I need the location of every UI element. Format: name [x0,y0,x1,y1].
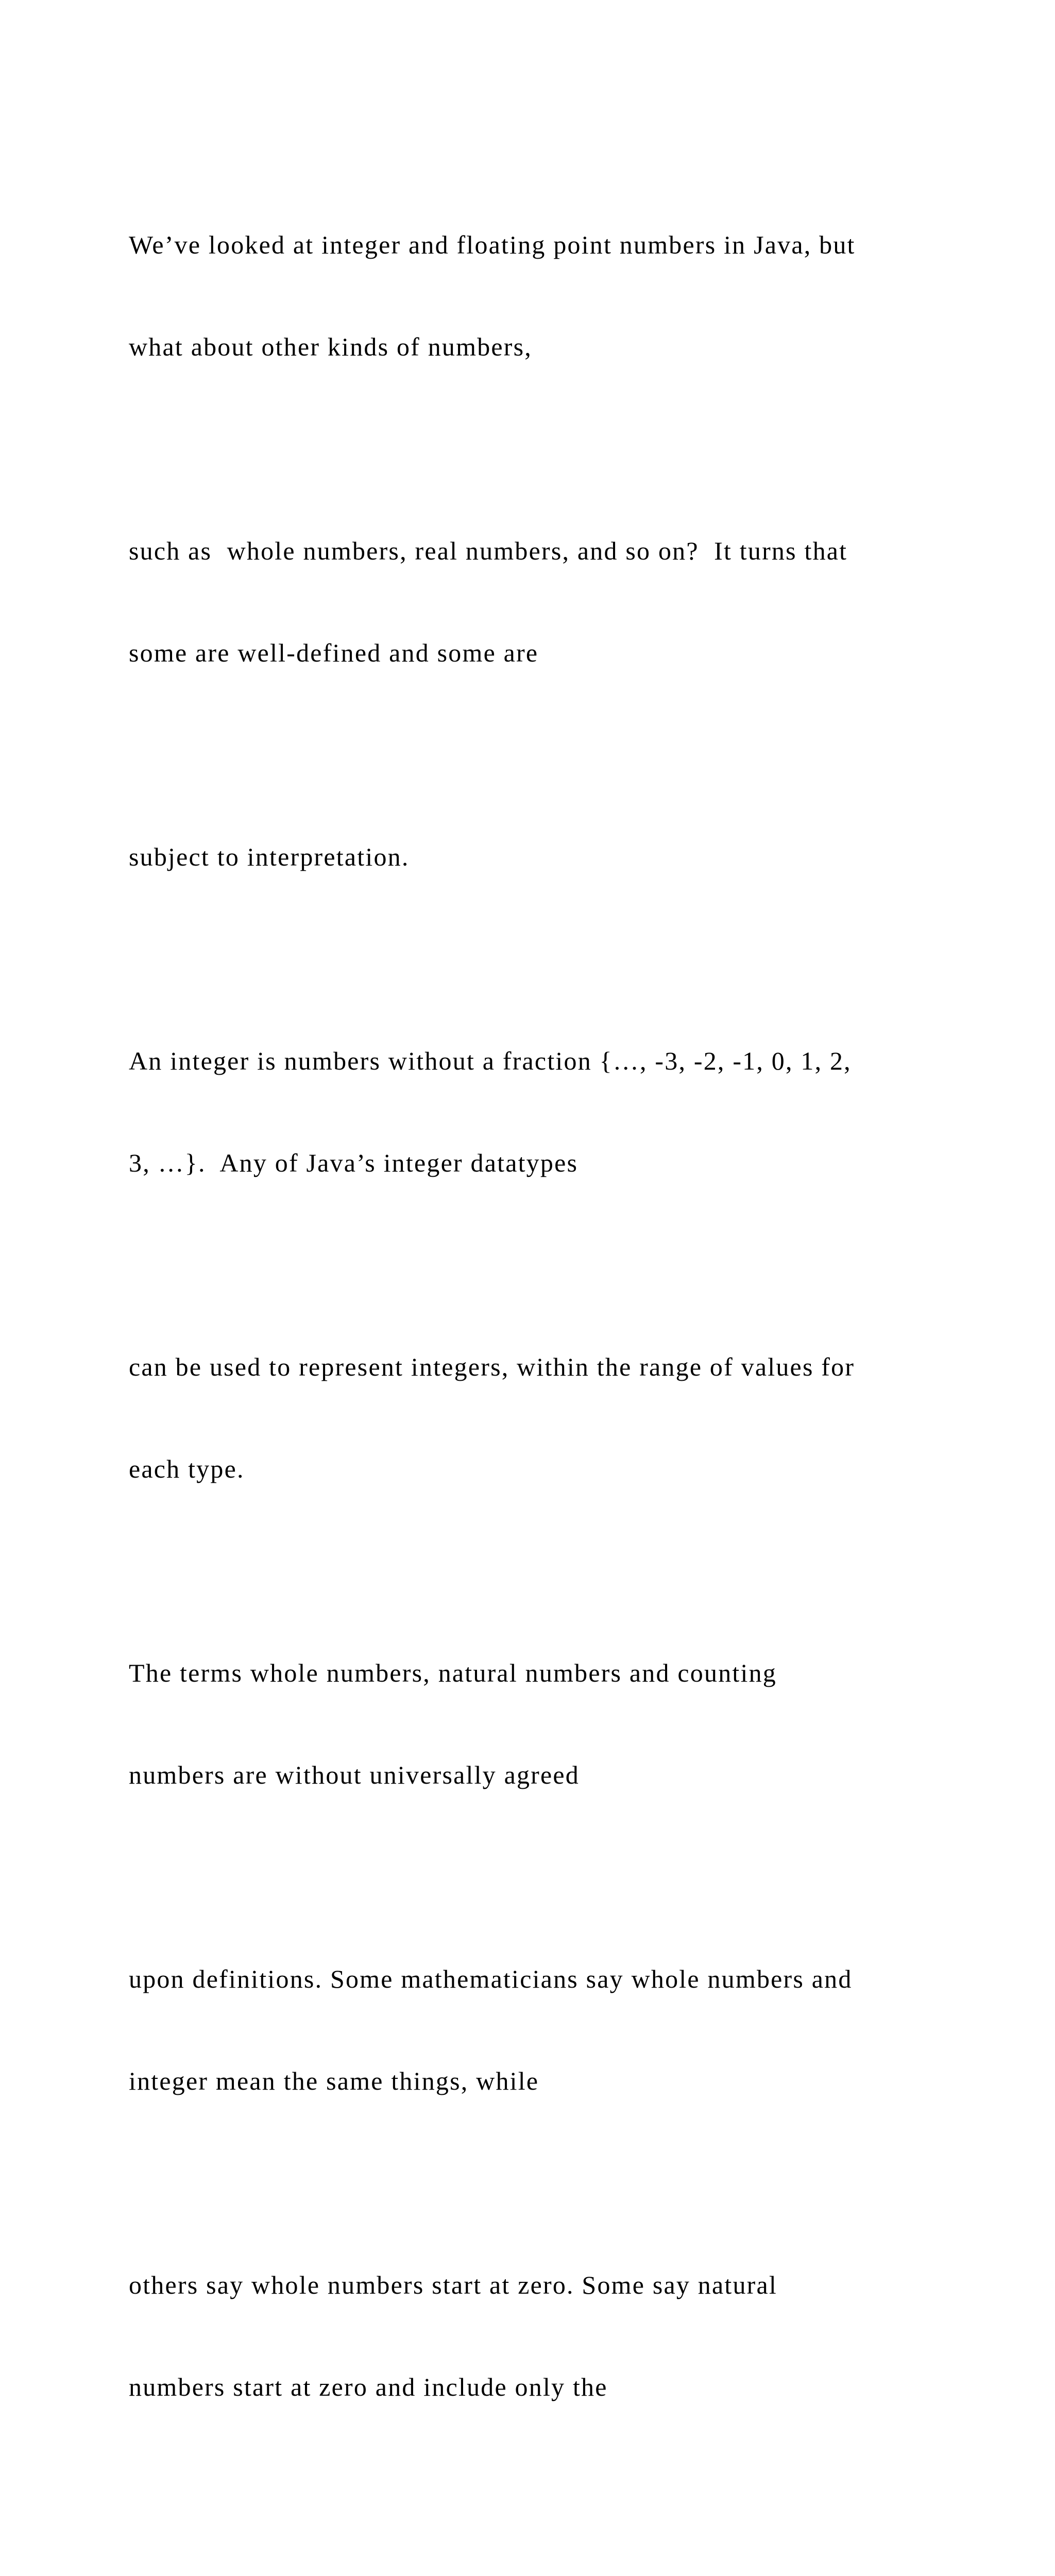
document-body [129,160,953,2576]
text-line: such as whole numbers, real numbers, and so on? It turns that [129,536,848,565]
paragraph [129,1588,953,1860]
text-line: 3, …}. Any of Java’s integer datatypes [129,1148,578,1177]
text-line: The terms whole numbers, natural numbers and counting [129,1658,777,1687]
paragraph [129,976,953,1248]
text-line: what about other kinds of numbers, [129,332,533,361]
text-line: numbers start at zero and include only the [129,2372,608,2401]
text-line: We’ve looked at integer and floating point numbers in Java, but [129,230,856,259]
paragraph [129,466,953,738]
paragraph [129,772,953,942]
text-line: upon definitions. Some mathematicians say whole numbers and [129,1964,853,1993]
text-line: some are well-defined and some are [129,638,539,667]
text-line: numbers are without universally agreed [129,1760,580,1789]
paragraph [129,1282,953,1554]
paragraph [129,1894,953,2166]
text-line: integer mean the same things, while [129,2066,539,2095]
text-line: An integer is numbers without a fraction {…, -3, -2, -1, 0, 1, 2, [129,1046,852,1075]
text-line: each type. [129,1454,245,1483]
paragraph [129,160,953,432]
text-line: can be used to represent integers, within the range of values for [129,1352,855,1381]
paragraph [129,2506,953,2576]
paragraph [129,2200,953,2472]
text-line: others say whole numbers start at zero. Some say natural [129,2270,777,2299]
text-line: subject to interpretation. [129,842,410,871]
text-line [129,2574,953,2576]
